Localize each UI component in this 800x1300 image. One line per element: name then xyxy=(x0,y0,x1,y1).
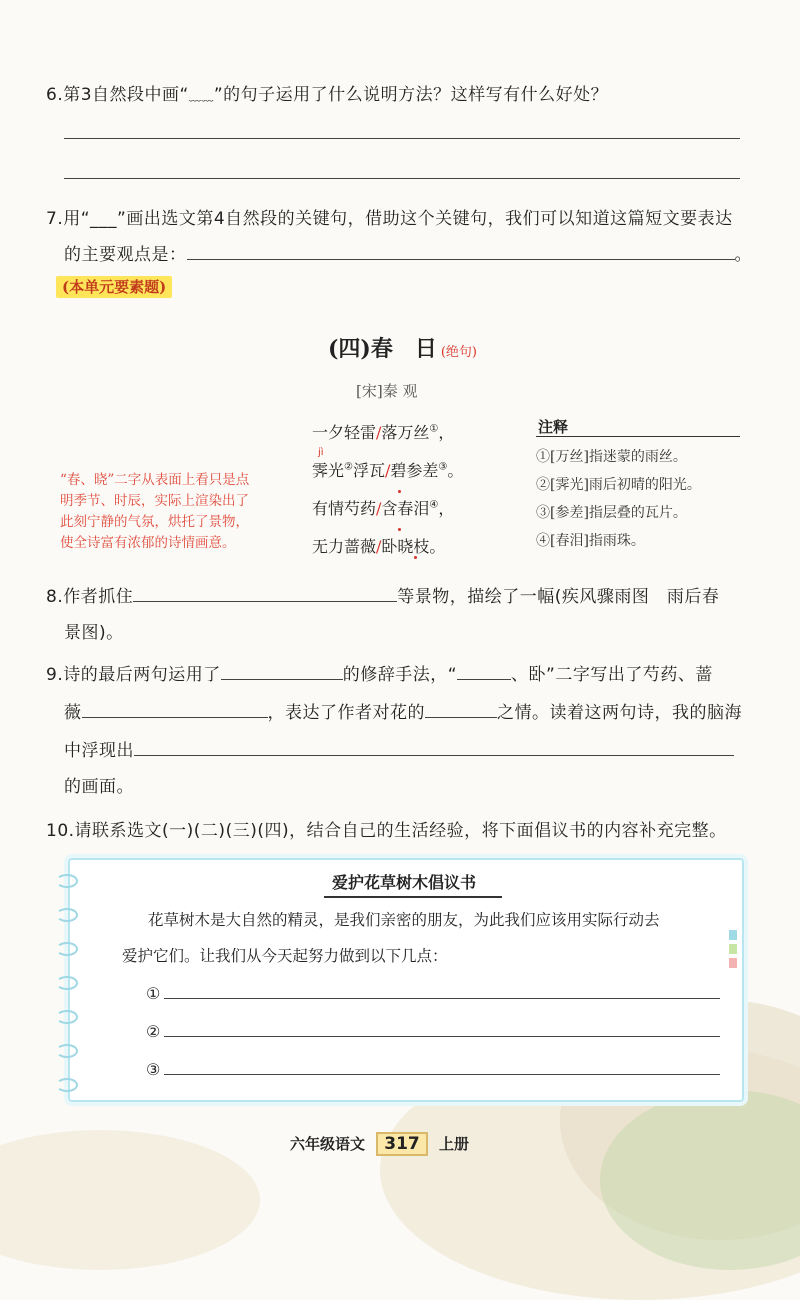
answer-blank-q7[interactable] xyxy=(187,243,735,260)
answer-blank-q9-3[interactable] xyxy=(82,701,268,718)
question-7-line2: 的主要观点是： 。 xyxy=(64,245,752,265)
page-number: 317 xyxy=(376,1132,428,1156)
proposal-card xyxy=(68,858,744,1102)
poem-line-1: 一夕轻雷/落万丝①， xyxy=(312,423,455,442)
note-item: ③[参差]指层叠的瓦片。 xyxy=(536,505,687,521)
proposal-body: 爱护它们。让我们从今天起努力做到以下几点： xyxy=(122,947,448,965)
unit-tag: (本单元要素题) xyxy=(56,276,172,297)
answer-blank-proposal-3[interactable] xyxy=(164,1058,720,1075)
note-item: ④[春泪]指雨珠。 xyxy=(536,533,645,549)
poem-line-4: 无力蔷薇/卧晓枝。 xyxy=(312,537,446,556)
binder-ring xyxy=(56,976,78,990)
answer-blank-proposal-1[interactable] xyxy=(164,982,720,999)
proposal-item-2: ② xyxy=(146,1020,720,1041)
question-10: 10.请联系选文(一)(二)(三)(四)，结合自己的生活经验，将下面倡议书的内容补充完整。 xyxy=(46,821,727,841)
binder-ring xyxy=(56,1010,78,1024)
poem-line-3: 有情芍药/含春泪④， xyxy=(312,499,455,518)
side-color-tab xyxy=(729,930,737,940)
answer-line-q6-2[interactable] xyxy=(64,178,740,179)
side-color-tab xyxy=(729,944,737,954)
binder-ring xyxy=(56,942,78,956)
poem-author: [宋]秦 观 xyxy=(356,382,418,400)
question-9-line4: 的画面。 xyxy=(64,777,134,797)
note-item: ②[霁光]雨后初晴的阳光。 xyxy=(536,477,701,493)
question-6: 6.第3自然段中画“﹏﹏”的句子运用了什么说明方法？这样写有什么好处？ xyxy=(46,85,609,105)
handwritten-annotation: “春、晓”二字从表面上看只是点 明季节、时辰，实际上渲染出了 此刻宁静的气氛，烘托了景物， 使全诗富有浓郁的诗情画意。 xyxy=(60,472,250,551)
question-9-line2: 薇 ，表达了作者对花的 之情。读着这两句诗，我的脑海 xyxy=(64,703,742,723)
question-9-line3: 中浮现出 xyxy=(64,736,734,761)
emphasis-dot xyxy=(398,528,401,531)
proposal-title: 爱护花草树木倡议书 xyxy=(332,873,477,892)
question-7-line1: 7.用“___”画出选文第4自然段的关键句，借助这个关键句，我们可以知道这篇短文要表达 xyxy=(46,209,733,229)
proposal-item-3: ③ xyxy=(146,1058,720,1079)
proposal-title-underline xyxy=(324,896,502,898)
pinyin-ji: jì xyxy=(318,447,324,458)
section-title: (四)春 日 (绝句) xyxy=(328,336,477,362)
emphasis-dot xyxy=(398,490,401,493)
binder-ring xyxy=(56,874,78,888)
question-9-line1: 9.诗的最后两句运用了 的修辞手法，“ 、卧”二字写出了芍药、蔷 xyxy=(46,665,713,685)
poem-line-2: 霁光②浮瓦/碧参差③。 xyxy=(312,461,464,480)
question-8-line2: 景图)。 xyxy=(64,623,124,643)
answer-blank-proposal-2[interactable] xyxy=(164,1020,720,1037)
proposal-body: 花草树木是大自然的精灵，是我们亲密的朋友，为此我们应该用实际行动去 xyxy=(148,911,660,929)
answer-blank-q8[interactable] xyxy=(133,585,397,602)
answer-blank-q9-4[interactable] xyxy=(425,701,497,718)
answer-blank-q9-2[interactable] xyxy=(457,663,511,680)
wavy-mark: ﹏﹏ xyxy=(188,89,214,103)
note-item: ①[万丝]指迷蒙的雨丝。 xyxy=(536,449,687,465)
binder-ring xyxy=(56,908,78,922)
proposal-item-1: ① xyxy=(146,982,720,1003)
emphasis-dot xyxy=(414,556,417,559)
binder-ring xyxy=(56,1044,78,1058)
question-8: 8.作者抓住 等景物，描绘了一幅(疾风骤雨图 雨后春 xyxy=(46,587,720,607)
answer-blank-q9-5[interactable] xyxy=(134,739,734,756)
notes-divider xyxy=(536,436,740,437)
answer-line-q6-1[interactable] xyxy=(64,138,740,139)
genre-label: (绝句) xyxy=(440,345,477,360)
decorative-hill xyxy=(0,1130,260,1270)
answer-blank-q9-1[interactable] xyxy=(221,663,343,680)
side-color-tab xyxy=(729,958,737,968)
footer: 六年级语文 317 上册 xyxy=(290,1134,469,1154)
binder-ring xyxy=(56,1078,78,1092)
notes-title: 注释 xyxy=(538,418,569,436)
